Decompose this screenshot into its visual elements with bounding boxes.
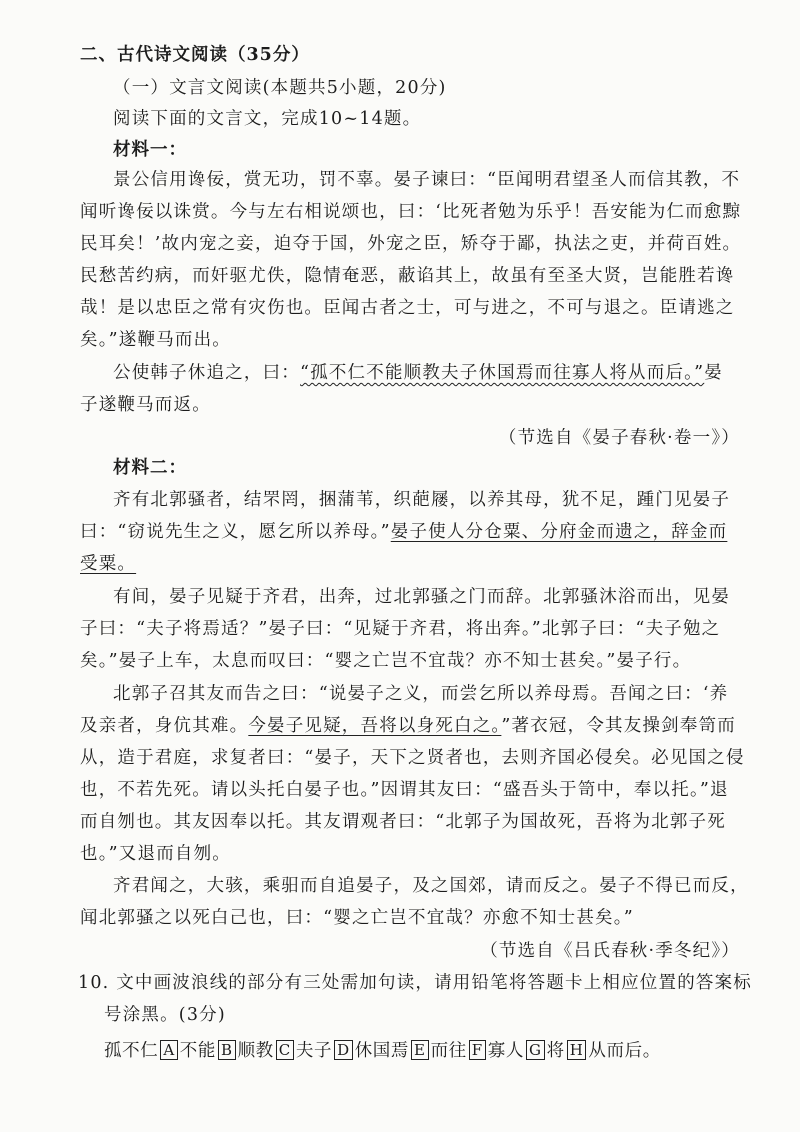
question10-line1 [78, 973, 753, 993]
answer-box-b[interactable]: B [218, 1040, 236, 1060]
material2-line: 北郭子召其友而告之曰：“说晏子之义，而尝乞所以养母焉。吾闻之曰：‘养 [113, 684, 729, 704]
material2-source: （节选自《吕氏春秋·季冬纪》） [480, 941, 740, 961]
material1-line: 景公信用谗佞，赏无功，罚不辜。晏子谏曰：“臣闻明君望圣人而信其教，不 [113, 170, 741, 190]
material1-para2 [113, 365, 773, 383]
underlined-sentence: 今晏子见疑，吾将以身死白之。 [248, 716, 502, 736]
answer-box-c[interactable]: C [276, 1040, 294, 1060]
segment: 孤不仁 [104, 1041, 159, 1061]
material1-line: 闻听谗佞以诛赏。今与左右相说颂也，曰：‘比死者勉为乐乎！吾安能为仁而愈黥 [80, 202, 742, 222]
material2-line [80, 524, 740, 542]
question-text: 文中画波浪线的部分有三处需加句读，请用铅笔将答题卡上相应位置的答案标 [116, 973, 753, 993]
answer-box-d[interactable]: D [334, 1040, 353, 1060]
material1-line: 矣。”遂鞭马而出。 [80, 330, 231, 350]
segment: 顺教 [237, 1041, 274, 1061]
wavy-underlined-sentence: “孤不仁不能顺教夫子休国焉而往寡人将从而后。” [300, 363, 705, 383]
question-number: 10. [78, 973, 110, 993]
material1-para2-line2: 子遂鞭马而返。 [80, 395, 211, 415]
answer-box-e[interactable]: E [411, 1040, 429, 1060]
material2-line: 齐君闻之，大骇，乘驲而自追晏子，及之国郊，请而反之。晏子不得已而反， [113, 876, 749, 896]
para2-prefix: 公使韩子休追之，曰： [113, 363, 300, 383]
instruction: 阅读下面的文言文，完成10~14题。 [113, 109, 422, 129]
material2-line: 也。”又退而自刎。 [80, 844, 231, 864]
underlined-sentence-end: 受粟。 [80, 554, 137, 574]
material2-line: 齐有北郭骚者，结罘罔，捆蒲苇，织葩屦，以养其母，犹不足，踵门见晏子 [113, 490, 731, 510]
answer-box-a[interactable]: A [160, 1040, 177, 1060]
material1-line: 民耳矣！’故内宠之妾，迫夺于国，外宠之臣，矫夺于鄙，执法之吏，并荷百姓。 [80, 234, 742, 254]
material2-line: 也，不若先死。请以头托白晏子也。”因谓其友曰：“盛吾头于笥中，奉以托。”退 [80, 780, 729, 800]
subsection-title: （一）文言文阅读(本题共5小题，20分) [113, 78, 447, 98]
p1-line2-prefix: 曰：“窃说先生之义，愿乞所以养母。” [80, 522, 391, 542]
answer-box-h[interactable]: H [567, 1040, 587, 1060]
material1-line: 民愁苦约病，而奸驱尤佚，隐情奄恶，蔽谄其上，故虽有至圣大贤，岂能胜若谗 [80, 266, 735, 286]
material2-line: 闻北郭骚之以死白己也，曰：“婴之亡岂不宜哉？亦愈不知士甚矣。” [80, 908, 634, 928]
material2-line: 有间，晏子见疑于齐君，出奔，过北郭骚之门而辞。北郭骚沐浴而出，见晏 [113, 587, 731, 607]
material1-line: 哉！是以忠臣之常有灾伤也。臣闻古者之士，可与进之，不可与退之。臣请逃之 [80, 298, 735, 318]
material2-line: 从，造于君庭，求复者曰：“晏子，天下之贤者也，去则齐国必侵矣。必见国之侵 [80, 748, 745, 768]
segment: 休国焉 [354, 1041, 410, 1061]
underlined-sentence: 晏子使人分仓粟、分府金而遗之，辞金而 [390, 522, 728, 542]
segment: 夫子 [295, 1041, 333, 1061]
question10-line2: 号涂黑。(3分) [104, 1005, 226, 1025]
punctuation-answer-row [104, 1040, 764, 1061]
section-title: 二、古代诗文阅读（35分） [80, 45, 310, 65]
para2-suffix: 晏 [704, 363, 723, 383]
material1-label: 材料一： [113, 140, 187, 160]
material2-line: 而自刎也。其友因奉以托。其友谓观者曰：“北郭子为国故死，吾将为北郭子死 [80, 812, 726, 832]
material2-line [80, 718, 740, 736]
answer-box-f[interactable]: F [469, 1040, 486, 1060]
segment: 从而后。 [588, 1041, 661, 1061]
p3-line2-suffix: ”著衣冠，令其友操剑奉笥而 [501, 716, 736, 736]
segment: 而往 [430, 1041, 467, 1061]
material2-line [80, 556, 740, 574]
segment: 寡人 [487, 1041, 524, 1061]
p3-line2-prefix: 及亲者，身伉其难。 [80, 716, 249, 736]
material1-source: （节选自《晏子春秋·卷一》） [498, 428, 740, 448]
material2-line: 矣。”晏子上车，太息而叹曰：“婴之亡岂不宜哉？亦不知士甚矣。”晏子行。 [80, 651, 692, 671]
segment: 不能 [179, 1041, 216, 1061]
material2-label: 材料二： [113, 458, 187, 478]
answer-box-g[interactable]: G [526, 1040, 545, 1060]
segment: 将 [546, 1041, 565, 1061]
material2-line: 子曰：“夫子将焉适？”晏子曰：“见疑于齐君，将出奔。”北郭子曰：“夫子勉之 [80, 619, 721, 639]
